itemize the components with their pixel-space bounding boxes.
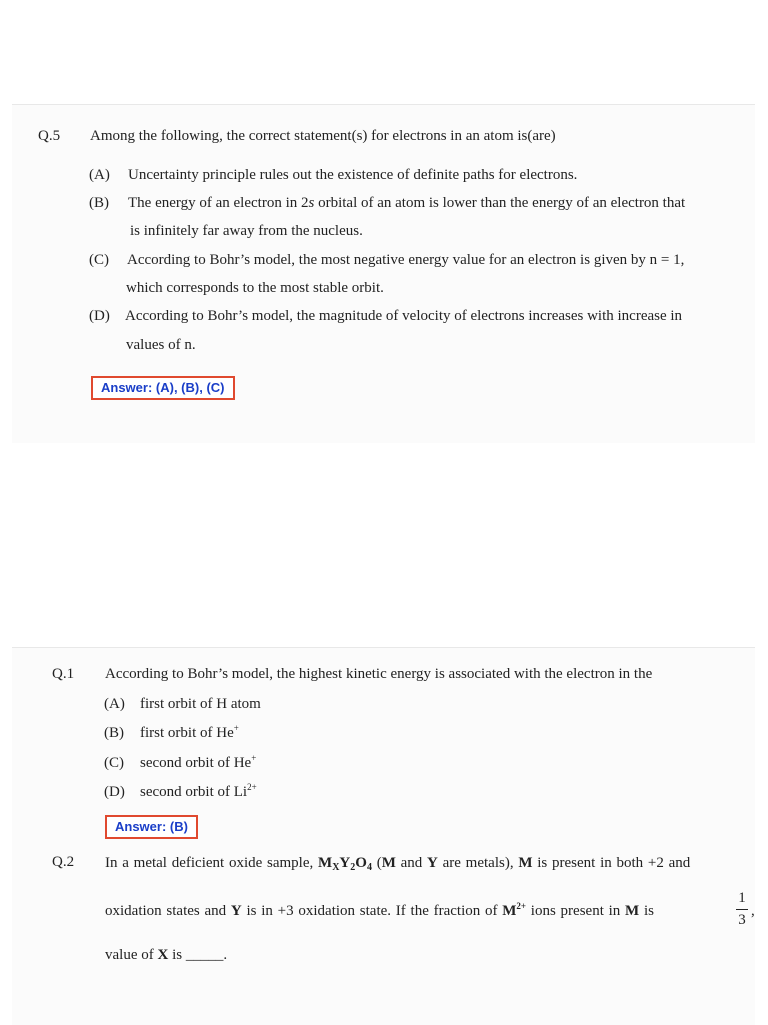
option-text: The energy of an electron in 2s orbital of an atom is lower than the energy of an electron that — [128, 195, 686, 211]
option-letter: (B) — [89, 195, 109, 211]
question-stem: Among the following, the correct statement(s) for electrons in an atom is(are) — [90, 128, 556, 144]
option-letter: (C) — [104, 755, 124, 771]
option-letter: (D) — [89, 308, 110, 324]
option-text-continued: which corresponds to the most stable orbit. — [126, 280, 384, 296]
fraction-numerator: 1 — [738, 890, 746, 906]
question-stem-line1: In a metal deficient oxide sample, $M_XY_2O_4$ (M and Y are metals), M is present in both +2 and — [105, 855, 691, 873]
answer-box: Answer: (B) — [105, 815, 198, 839]
option-letter: (A) — [89, 167, 110, 183]
trailing-comma: , — [751, 903, 755, 919]
option-text: Uncertainty principle rules out the existence of definite paths for electrons. — [128, 167, 578, 183]
option-text: According to Bohr’s model, the most negative energy value for an electron is given by n = 1, — [127, 252, 685, 268]
option-text: first orbit of H atom — [140, 696, 261, 712]
option-text: According to Bohr’s model, the magnitude of velocity of electrons increases with increase in — [125, 308, 683, 324]
question-number: Q.5 — [38, 128, 61, 144]
option-text-continued: values of n. — [126, 337, 196, 353]
option-text: second orbit of He+ — [140, 753, 257, 771]
option-text: first orbit of He+ — [140, 723, 239, 741]
fraction-denominator: 3 — [738, 912, 746, 928]
question-stem-line2: oxidation states and Y is in +3 oxidation state. If the fraction of $M^{2+}$ ions present in M is — [105, 901, 654, 919]
fraction-bar — [736, 909, 748, 910]
option-letter: (B) — [104, 725, 124, 741]
option-text: second orbit of $Li^{2+}$ — [140, 782, 257, 800]
option-letter: (D) — [104, 784, 125, 800]
answer-box: Answer: (A), (B), (C) — [91, 376, 235, 400]
option-letter: (A) — [104, 696, 125, 712]
question-stem-line3: value of X is _____. — [105, 947, 228, 963]
question-number: Q.2 — [52, 854, 75, 870]
question-number: Q.1 — [52, 666, 75, 682]
option-text-continued: is infinitely far away from the nucleus. — [130, 223, 363, 239]
option-letter: (C) — [89, 252, 109, 268]
question-stem: According to Bohr’s model, the highest kinetic energy is associated with the electron in the — [105, 666, 653, 682]
